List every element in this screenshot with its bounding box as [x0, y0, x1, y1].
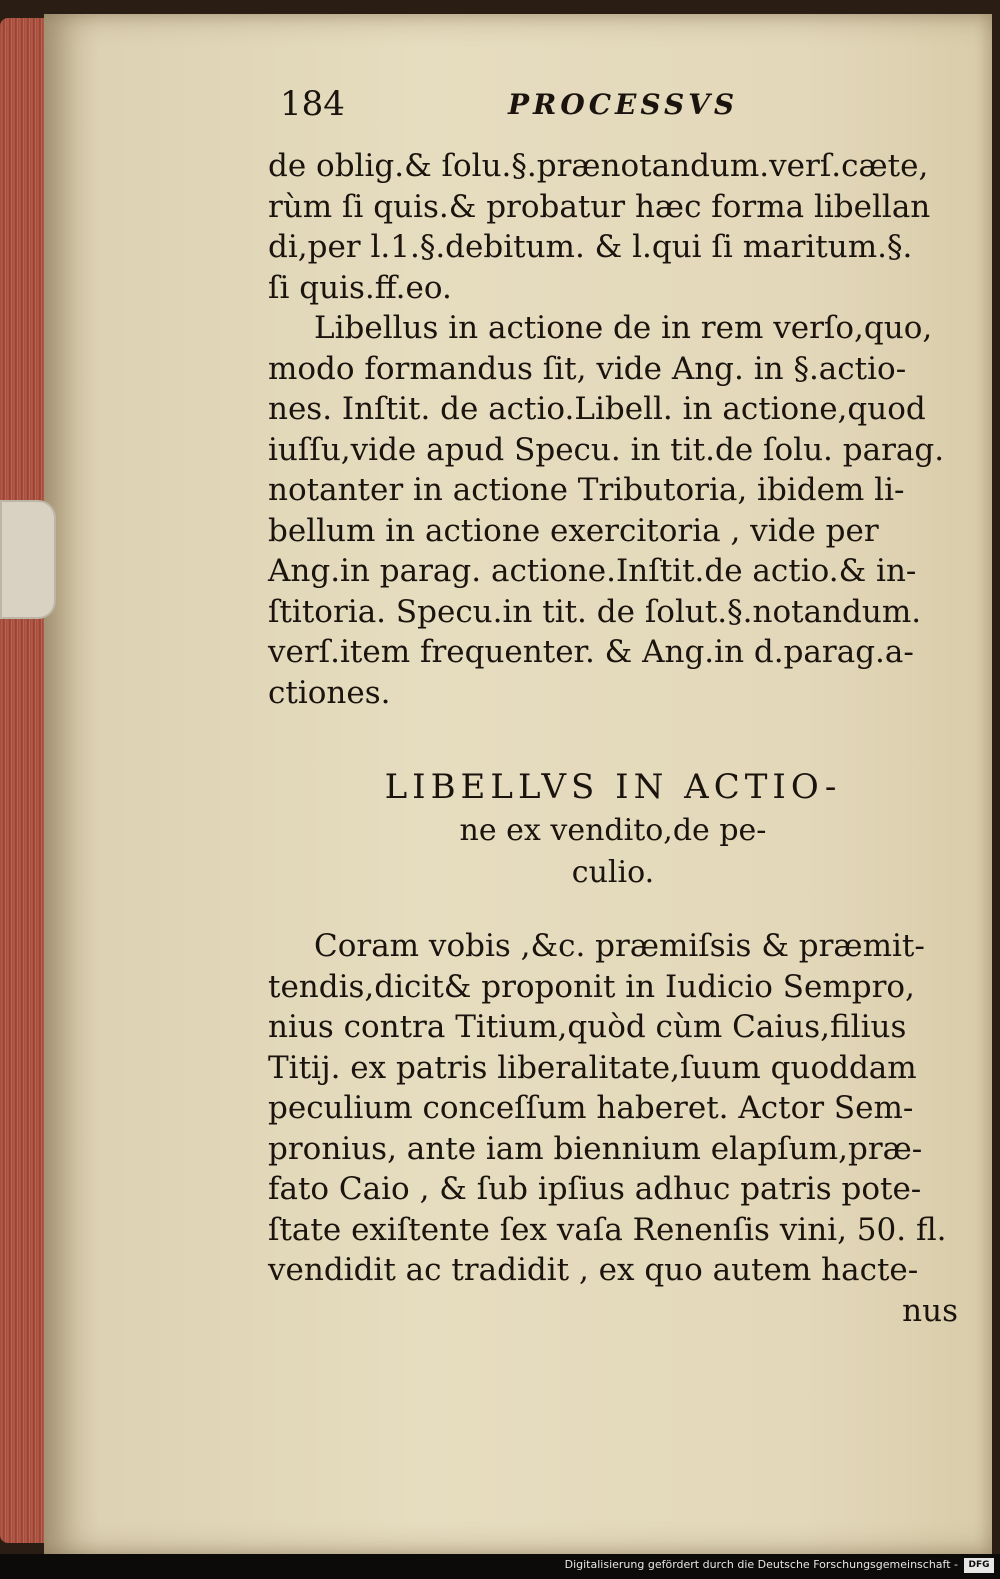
text-line: notanter in actione Tributoria, ibidem li-: [268, 472, 905, 508]
heading-line: LIBELLVS IN ACTIO-: [384, 767, 842, 807]
text-line: nius contra Titium,quòd cùm Caius,filius: [268, 1009, 907, 1045]
text-line: ſtitoria. Specu.in tit. de ſolut.§.notandum.: [268, 593, 922, 630]
dfg-logo: DFG: [964, 1558, 994, 1573]
text-line: bellum in actione exercitoria , vide per: [268, 512, 879, 549]
text-line: Ang.in parag. actione.Inſtit.de actio.& in-: [268, 553, 917, 589]
running-head: [280, 84, 980, 134]
page-edge: [0, 18, 48, 1543]
footer-bar: [0, 1554, 1000, 1579]
text-line: Libellus in actione de in rem verſo,quo,: [314, 310, 933, 346]
page-number: 184: [280, 84, 345, 124]
heading-line: ne ex vendito,de pe-: [459, 813, 767, 848]
text-line: Coram vobis ,&c. præmiſsis & præmit-: [314, 928, 925, 964]
text-line: rùm ſi quis.& probatur hæc forma libellan: [268, 188, 931, 225]
text-line: tendis,dicit& proponit in Iudicio Sempro,: [268, 968, 915, 1005]
text-line: nes. Inſtit. de actio.Libell. in actione,quod: [268, 391, 926, 427]
paragraph-3: [268, 926, 958, 1331]
text-line: Titij. ex patris liberalitate,ſuum quoddam: [268, 1049, 917, 1086]
text-line: di,per l.1.§.debitum. & l.qui ſi maritum.§.: [268, 229, 913, 265]
heading-line: culio.: [571, 855, 655, 890]
text-line: ctiones.: [268, 674, 391, 711]
text-line: modo formandus ſit, vide Ang. in §.actio-: [268, 350, 907, 387]
text-line: iuſſu,vide apud Specu. in tit.de ſolu. parag.: [268, 431, 945, 468]
paragraph-1: [268, 146, 958, 308]
text-line: ſtate exiſtente ſex vaſa Renenſis vini, 50. fl.: [268, 1211, 947, 1248]
text-line: ſi quis.ff.eo.: [268, 269, 452, 306]
paragraph-2: [268, 308, 958, 713]
text-line: verſ.item frequenter. & Ang.in d.parag.a-: [268, 634, 914, 670]
catchword: nus: [902, 1292, 958, 1329]
text-line: peculium conceſſum haberet. Actor Sem-: [268, 1090, 914, 1126]
text-line: vendidit ac tradidit , ex quo autem hacte-: [268, 1252, 919, 1288]
text-line: de oblig.& ſolu.§.prænotandum.verſ.cæte,: [268, 148, 929, 184]
clasp-tab: [0, 500, 56, 619]
section-heading: [268, 764, 958, 894]
text-line: fato Caio , & ſub ipſius adhuc patris pote-: [268, 1171, 922, 1207]
running-title: PROCESSVS: [508, 88, 739, 121]
funding-notice: Digitalisierung gefördert durch die Deutsche Forschungsgemeinschaft -: [564, 1558, 958, 1571]
text-line: pronius, ante iam biennium elapſum,præ-: [268, 1130, 923, 1167]
